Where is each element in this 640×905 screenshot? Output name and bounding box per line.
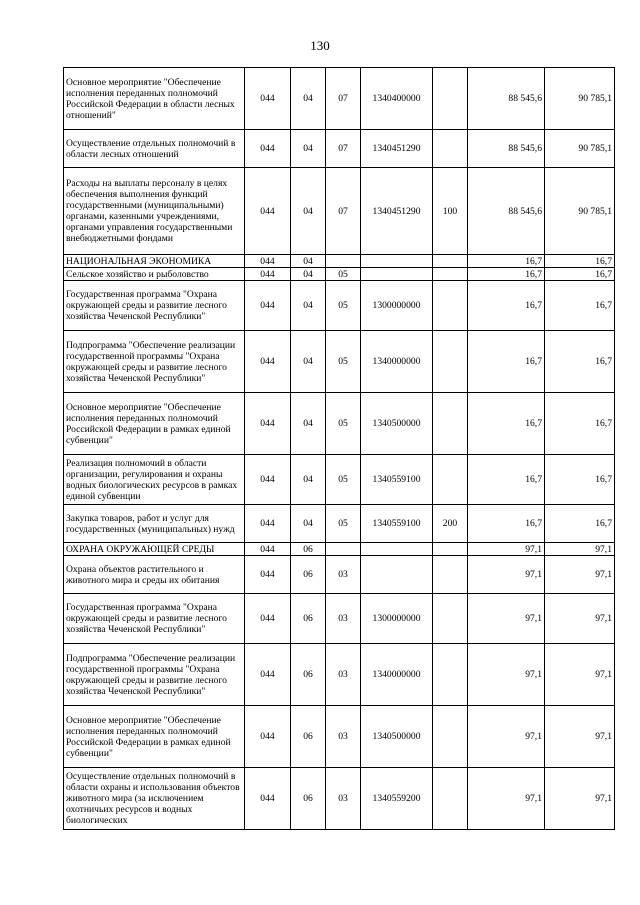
row-sum1: 88 545,6	[468, 68, 545, 130]
row-sum1: 16,7	[468, 255, 545, 268]
row-sum2: 16,7	[545, 268, 615, 281]
row-rz: 04	[291, 255, 326, 268]
row-sum2: 90 785,1	[545, 130, 615, 168]
row-rz: 06	[291, 768, 326, 830]
row-sum2: 97,1	[545, 768, 615, 830]
row-csr	[361, 268, 433, 281]
row-name: Осуществление отдельных полномочий в области лесных отношений	[64, 130, 245, 168]
row-vr	[433, 543, 468, 556]
row-rz: 04	[291, 393, 326, 455]
row-pr: 05	[326, 455, 361, 505]
table-row	[64, 644, 615, 706]
row-sum2: 90 785,1	[545, 68, 615, 130]
row-sum2: 16,7	[545, 455, 615, 505]
row-name: Расходы на выплаты персоналу в целях обеспечения выполнения функций государственными (муниципальными) органами, казенными учреждениями, органами управления государственными внебюджетными фондами	[64, 168, 245, 255]
row-rz: 06	[291, 556, 326, 594]
row-ved: 044	[245, 556, 291, 594]
table-row	[64, 168, 615, 255]
row-rz: 04	[291, 331, 326, 393]
row-name: Основное мероприятие "Обеспечение исполнения переданных полномочий Российской Федерации в рамках единой субвенции"	[64, 393, 245, 455]
row-sum2: 16,7	[545, 505, 615, 543]
table-row	[64, 768, 615, 830]
row-sum1: 97,1	[468, 556, 545, 594]
table-row	[64, 331, 615, 393]
row-name: Осуществление отдельных полномочий в области охраны и использования объектов животного мира (за исключением охотничьих ресурсов и водных биологических	[64, 768, 245, 830]
row-name: Государственная программа "Охрана окружающей среды и развитие лесного хозяйства Чеченской Республики"	[64, 594, 245, 644]
row-pr: 05	[326, 505, 361, 543]
table-row	[64, 268, 615, 281]
row-sum1: 16,7	[468, 505, 545, 543]
row-sum1: 16,7	[468, 455, 545, 505]
row-sum2: 16,7	[545, 255, 615, 268]
row-pr	[326, 255, 361, 268]
row-pr: 07	[326, 68, 361, 130]
row-ved: 044	[245, 505, 291, 543]
row-vr	[433, 331, 468, 393]
page-number: 130	[310, 38, 330, 53]
row-csr: 1340559100	[361, 455, 433, 505]
row-vr	[433, 281, 468, 331]
row-ved: 044	[245, 768, 291, 830]
budget-table	[63, 67, 615, 830]
row-name: Подпрограмма "Обеспечение реализации государственной программы "Охрана окружающей среды и развитие лесного хозяйства Чеченской Республики"	[64, 331, 245, 393]
row-sum2: 97,1	[545, 594, 615, 644]
row-csr	[361, 543, 433, 556]
row-csr: 1340400000	[361, 68, 433, 130]
row-sum1: 97,1	[468, 543, 545, 556]
row-ved: 044	[245, 393, 291, 455]
row-ved: 044	[245, 268, 291, 281]
row-sum1: 88 545,6	[468, 168, 545, 255]
row-sum2: 16,7	[545, 281, 615, 331]
row-csr: 1300000000	[361, 594, 433, 644]
row-rz: 04	[291, 168, 326, 255]
row-sum2: 97,1	[545, 706, 615, 768]
row-sum1: 16,7	[468, 331, 545, 393]
row-sum2: 16,7	[545, 331, 615, 393]
row-sum1: 97,1	[468, 594, 545, 644]
row-name: ОХРАНА ОКРУЖАЮЩЕЙ СРЕДЫ	[64, 543, 245, 556]
table-row	[64, 505, 615, 543]
row-pr: 05	[326, 393, 361, 455]
row-vr	[433, 68, 468, 130]
row-name: Закупка товаров, работ и услуг для государственных (муниципальных) нужд	[64, 505, 245, 543]
row-sum2: 97,1	[545, 543, 615, 556]
row-ved: 044	[245, 543, 291, 556]
row-sum1: 88 545,6	[468, 130, 545, 168]
table-row	[64, 130, 615, 168]
row-rz: 04	[291, 455, 326, 505]
row-ved: 044	[245, 281, 291, 331]
table-row	[64, 556, 615, 594]
row-vr	[433, 768, 468, 830]
table-row	[64, 255, 615, 268]
table-row	[64, 594, 615, 644]
row-name: Основное мероприятие "Обеспечение исполнения переданных полномочий Российской Федерации в рамках единой субвенции"	[64, 706, 245, 768]
table-row	[64, 281, 615, 331]
row-rz: 06	[291, 706, 326, 768]
table-row	[64, 543, 615, 556]
row-csr	[361, 255, 433, 268]
row-rz: 06	[291, 594, 326, 644]
row-csr: 1340500000	[361, 393, 433, 455]
row-pr: 03	[326, 594, 361, 644]
row-name: Основное мероприятие "Обеспечение исполнения переданных полномочий Российской Федерации в области лесных отношений"	[64, 68, 245, 130]
row-pr: 03	[326, 768, 361, 830]
row-sum1: 97,1	[468, 644, 545, 706]
row-ved: 044	[245, 331, 291, 393]
row-csr: 1300000000	[361, 281, 433, 331]
row-vr	[433, 594, 468, 644]
row-ved: 044	[245, 594, 291, 644]
row-csr: 1340559100	[361, 505, 433, 543]
table-row	[64, 68, 615, 130]
row-csr	[361, 556, 433, 594]
row-sum1: 97,1	[468, 768, 545, 830]
row-vr	[433, 268, 468, 281]
row-rz: 04	[291, 281, 326, 331]
row-rz: 06	[291, 543, 326, 556]
row-rz: 06	[291, 644, 326, 706]
table-row	[64, 706, 615, 768]
row-ved: 044	[245, 255, 291, 268]
row-sum1: 97,1	[468, 706, 545, 768]
row-sum2: 97,1	[545, 556, 615, 594]
row-name: Охрана объектов растительного и животного мира и среды их обитания	[64, 556, 245, 594]
row-vr	[433, 644, 468, 706]
row-vr	[433, 393, 468, 455]
table-row	[64, 455, 615, 505]
row-pr: 05	[326, 331, 361, 393]
row-rz: 04	[291, 68, 326, 130]
row-pr: 07	[326, 130, 361, 168]
row-rz: 04	[291, 130, 326, 168]
row-name: Реализация полномочий в области организации, регулирования и охраны водных биологических ресурсов в рамках единой субвенции	[64, 455, 245, 505]
row-ved: 044	[245, 130, 291, 168]
row-csr: 1340451290	[361, 168, 433, 255]
row-rz: 04	[291, 268, 326, 281]
row-csr: 1340500000	[361, 706, 433, 768]
row-pr: 07	[326, 168, 361, 255]
row-pr: 03	[326, 556, 361, 594]
row-name: НАЦИОНАЛЬНАЯ ЭКОНОМИКА	[64, 255, 245, 268]
row-ved: 044	[245, 68, 291, 130]
row-pr	[326, 543, 361, 556]
row-csr: 1340451290	[361, 130, 433, 168]
row-sum2: 16,7	[545, 393, 615, 455]
row-csr: 1340559200	[361, 768, 433, 830]
row-vr	[433, 556, 468, 594]
row-ved: 044	[245, 706, 291, 768]
row-name: Сельское хозяйство и рыболовство	[64, 268, 245, 281]
row-pr: 05	[326, 268, 361, 281]
row-ved: 044	[245, 455, 291, 505]
row-name: Государственная программа "Охрана окружающей среды и развитие лесного хозяйства Чеченской Республики"	[64, 281, 245, 331]
row-pr: 03	[326, 706, 361, 768]
row-vr: 100	[433, 168, 468, 255]
row-ved: 044	[245, 168, 291, 255]
row-ved: 044	[245, 644, 291, 706]
row-vr: 200	[433, 505, 468, 543]
row-sum2: 97,1	[545, 644, 615, 706]
table-row	[64, 393, 615, 455]
row-sum1: 16,7	[468, 281, 545, 331]
row-pr: 03	[326, 644, 361, 706]
row-vr	[433, 706, 468, 768]
row-sum1: 16,7	[468, 393, 545, 455]
row-sum1: 16,7	[468, 268, 545, 281]
row-pr: 05	[326, 281, 361, 331]
row-rz: 04	[291, 505, 326, 543]
row-csr: 1340000000	[361, 644, 433, 706]
row-vr	[433, 130, 468, 168]
row-vr	[433, 455, 468, 505]
row-csr: 1340000000	[361, 331, 433, 393]
row-name: Подпрограмма "Обеспечение реализации государственной программы "Охрана окружающей среды и развитие лесного хозяйства Чеченской Республики"	[64, 644, 245, 706]
row-vr	[433, 255, 468, 268]
row-sum2: 90 785,1	[545, 168, 615, 255]
